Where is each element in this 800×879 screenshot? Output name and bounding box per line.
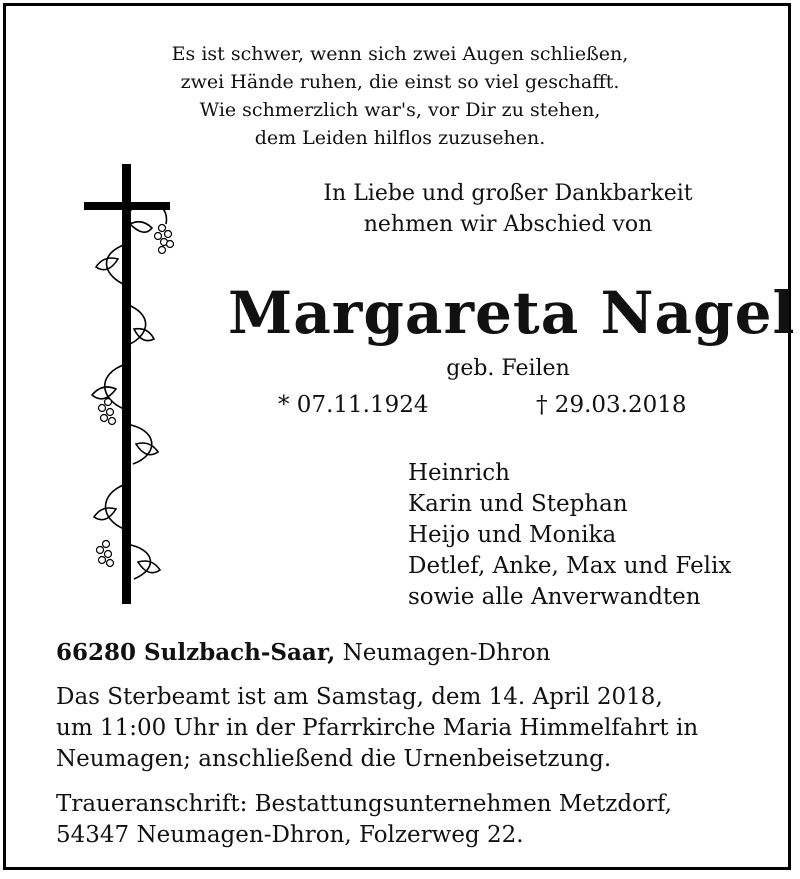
birth-name: geb. Feilen bbox=[446, 356, 570, 381]
mourner: Heinrich bbox=[408, 460, 510, 486]
mourner: Heijo und Monika bbox=[408, 522, 617, 548]
mourners-list bbox=[408, 458, 731, 613]
mourner: Karin und Stephan bbox=[408, 491, 628, 517]
intro-line: nehmen wir Abschied von bbox=[363, 212, 653, 237]
poem-line: Wie schmerzlich war's, vor Dir zu stehen, bbox=[199, 99, 601, 121]
place-bold: 66280 Sulzbach-Saar, bbox=[56, 639, 336, 666]
address-line: Traueranschrift: Bestattungsunternehmen Metzdorf, bbox=[56, 791, 672, 817]
service-line: Das Sterbeamt ist am Samstag, dem 14. April 2018, bbox=[56, 684, 663, 710]
poem-line: Es ist schwer, wenn sich zwei Augen schließen, bbox=[171, 43, 629, 65]
service-line: um 11:00 Uhr in der Pfarrkirche Maria Himmelfahrt in bbox=[56, 715, 699, 741]
service-line: Neumagen; anschließend die Urnenbeisetzung. bbox=[56, 746, 612, 772]
obituary-notice bbox=[3, 3, 796, 870]
intro-text bbox=[228, 178, 788, 240]
intro-line: In Liebe und großer Dankbarkeit bbox=[323, 181, 693, 206]
place-rest: Neumagen-Dhron bbox=[335, 640, 551, 666]
death-date: † 29.03.2018 bbox=[536, 392, 687, 418]
deceased-name: Margareta Nagel bbox=[228, 279, 796, 347]
mourner: sowie alle Anverwandten bbox=[408, 584, 701, 610]
poem bbox=[6, 40, 794, 152]
cross-with-vine-icon bbox=[78, 164, 188, 604]
mourner: Detlef, Anke, Max und Felix bbox=[408, 553, 732, 579]
address-line: 54347 Neumagen-Dhron, Folzerweg 22. bbox=[56, 822, 524, 848]
poem-line: dem Leiden hilflos zuzusehen. bbox=[254, 127, 546, 149]
birth-date: * 07.11.1924 bbox=[278, 392, 429, 418]
mourning-address bbox=[56, 789, 756, 851]
service-info bbox=[56, 682, 756, 775]
poem-line: zwei Hände ruhen, die einst so viel geschafft. bbox=[180, 71, 620, 93]
place-line bbox=[56, 639, 551, 666]
